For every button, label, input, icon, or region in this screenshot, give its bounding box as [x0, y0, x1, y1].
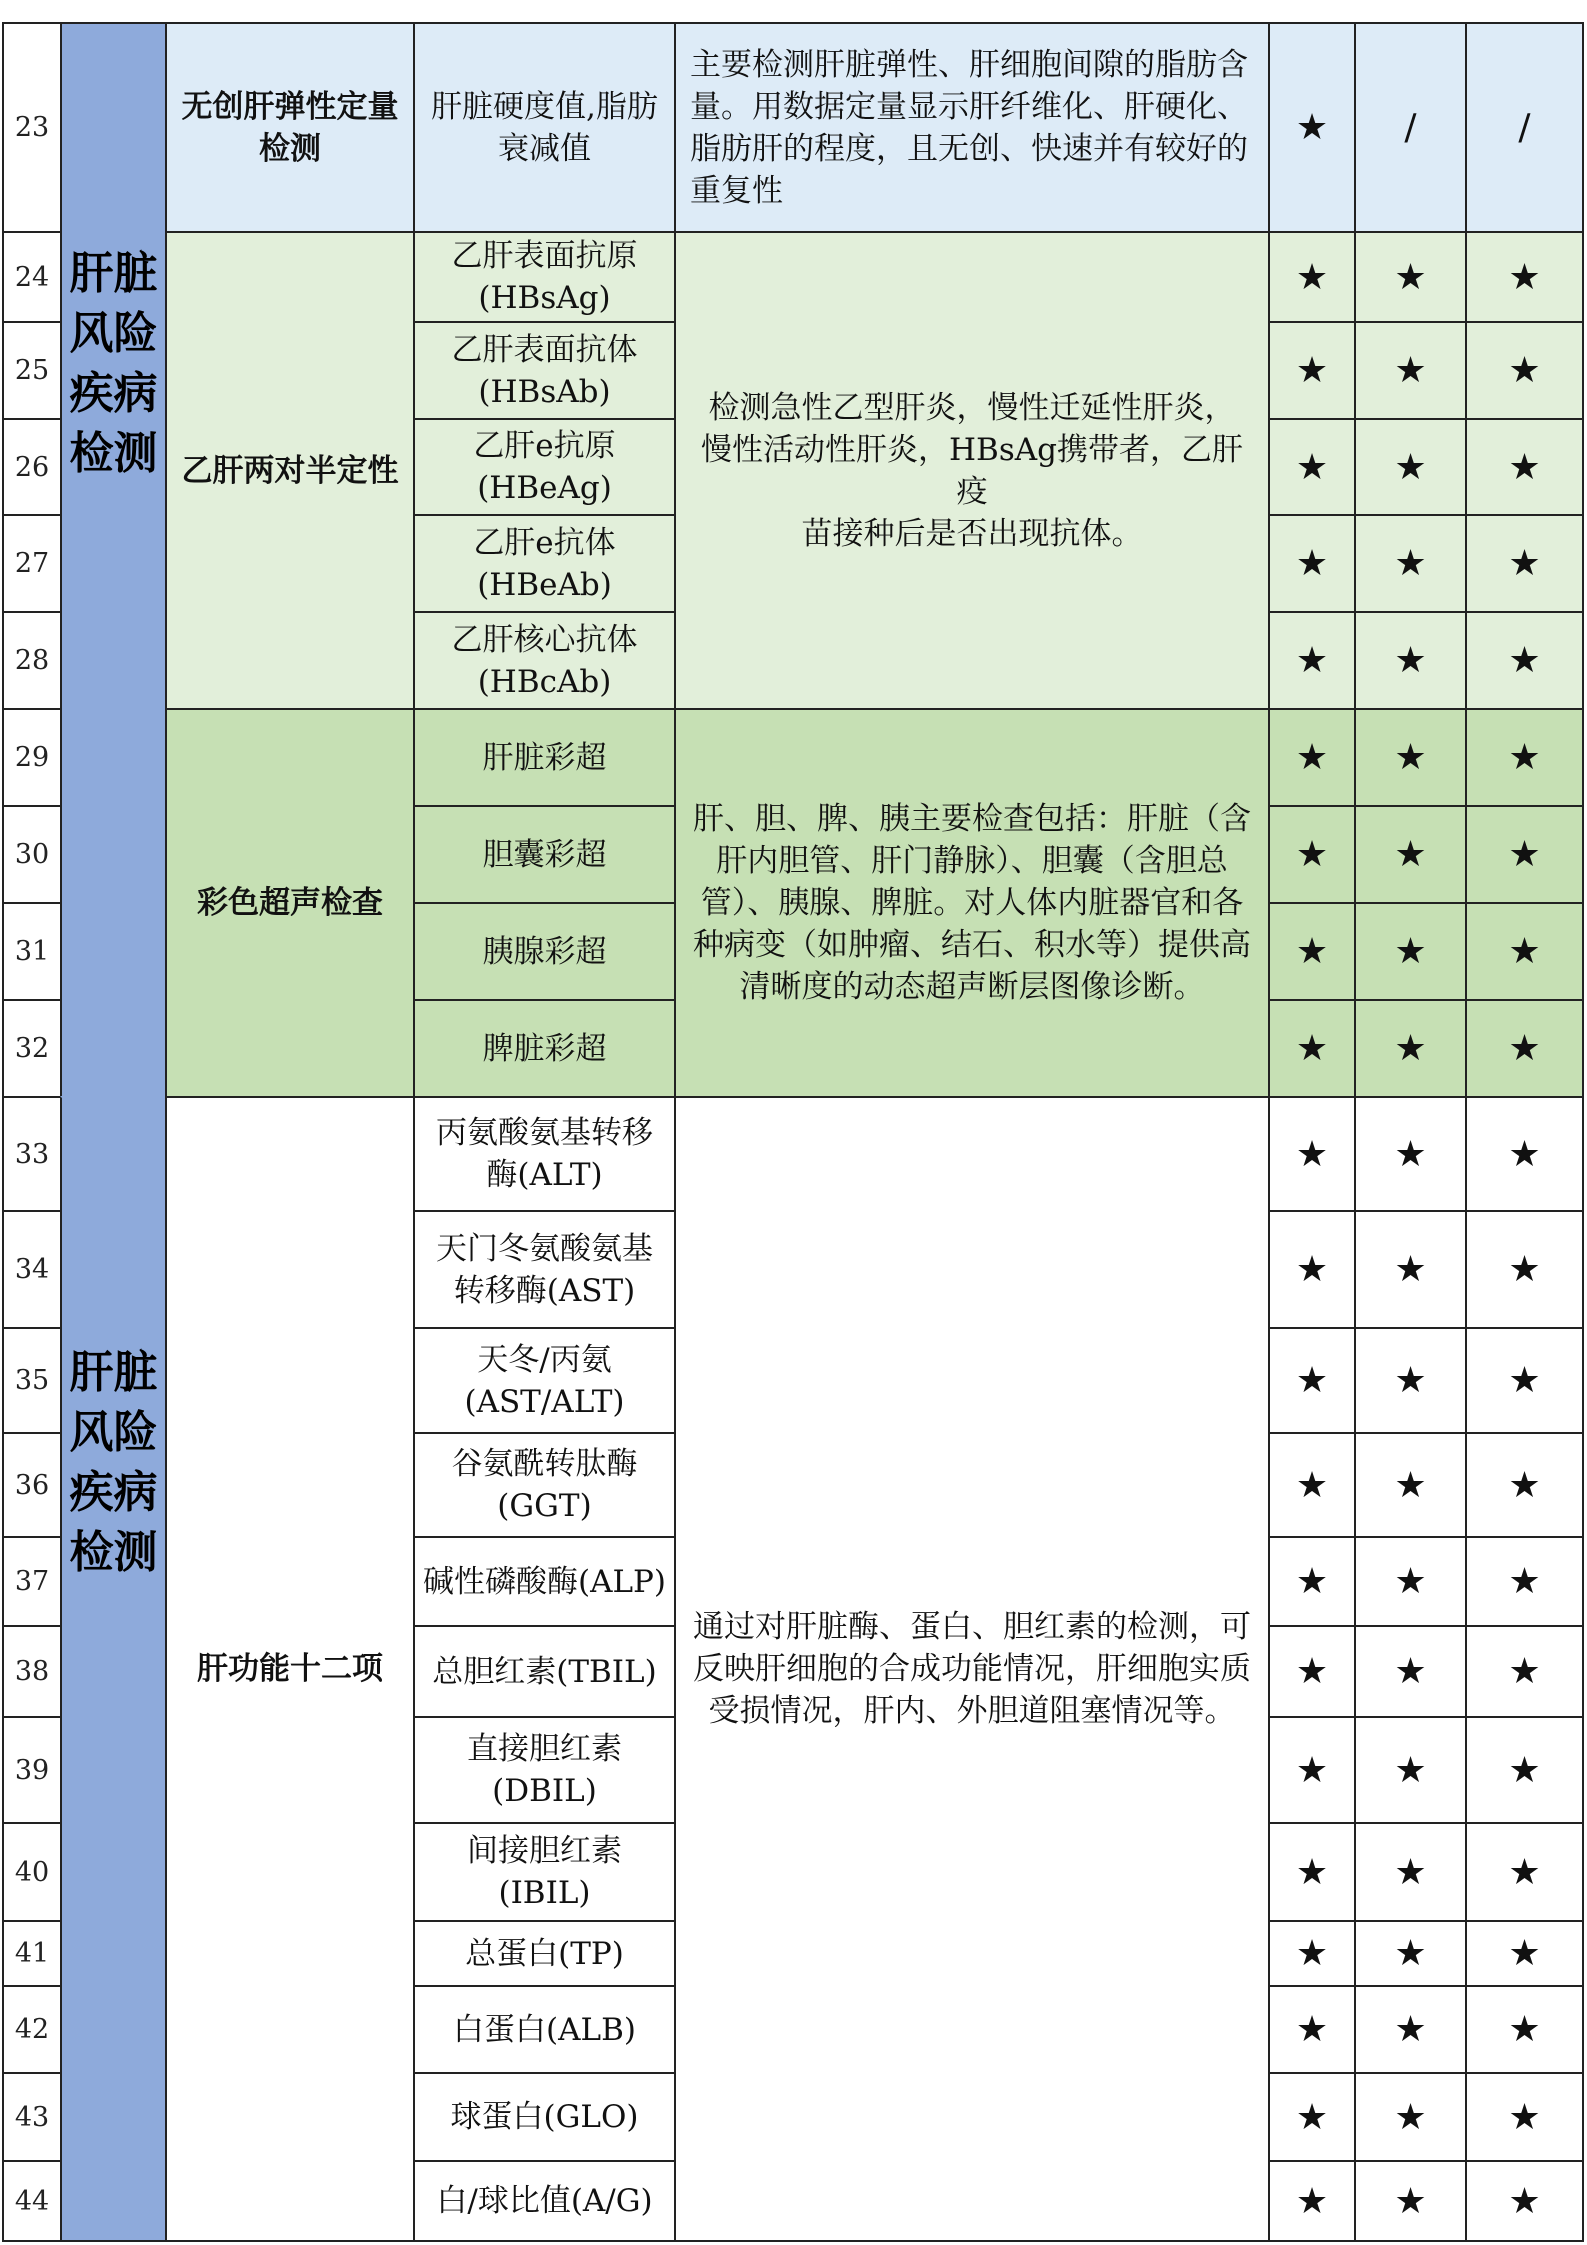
package-mark — [1268, 1625, 1356, 1718]
item-name — [413, 1096, 676, 1212]
package-mark — [1354, 1536, 1467, 1627]
package-mark — [1354, 1432, 1467, 1538]
row-number — [2, 1920, 62, 1987]
package-mark — [1268, 1327, 1356, 1434]
package-mark — [1354, 611, 1467, 710]
package-mark — [1268, 514, 1356, 613]
item-name-text: 乙肝核心抗体(HBcAb) — [451, 621, 638, 700]
desc-ultrasound — [674, 708, 1270, 1098]
package-mark-text: ★ — [1394, 1133, 1427, 1175]
package-mark-text: ★ — [1394, 737, 1427, 778]
package-mark — [1465, 1920, 1584, 1987]
row-number-text: 31 — [14, 936, 50, 967]
package-mark — [1465, 1432, 1584, 1538]
row-number — [2, 1210, 62, 1329]
package-mark — [1465, 1822, 1584, 1922]
package-mark — [1268, 22, 1356, 233]
row-number-text: 37 — [14, 1566, 50, 1597]
package-mark-text: ★ — [1394, 834, 1427, 875]
row-number — [2, 1327, 62, 1434]
package-mark — [1465, 1536, 1584, 1627]
package-mark — [1465, 418, 1584, 516]
package-mark-text: ★ — [1508, 834, 1541, 875]
package-mark-text: ★ — [1295, 1360, 1329, 1401]
package-mark — [1268, 321, 1356, 420]
item-name-text: 乙肝表面抗体(HBsAb) — [451, 331, 638, 410]
item-name — [413, 999, 676, 1098]
package-mark — [1465, 1625, 1584, 1718]
row-number — [2, 514, 62, 613]
row-number-text: 34 — [14, 1254, 50, 1285]
package-mark-text: ★ — [1508, 2180, 1541, 2222]
desc-liver-function — [674, 1096, 1270, 2242]
package-mark — [1354, 231, 1467, 323]
group-elastic-text: 无创肝弹性定量检测 — [181, 88, 399, 167]
item-name-text: 总蛋白(TP) — [465, 1935, 624, 1972]
row-number — [2, 902, 62, 1001]
group-ultrasound-text: 彩色超声检查 — [197, 885, 383, 921]
package-mark-text: ★ — [1295, 737, 1329, 778]
row-number-text: 35 — [14, 1365, 50, 1396]
package-mark-text: ★ — [1295, 2180, 1329, 2222]
package-mark-text: ★ — [1295, 1933, 1329, 1974]
row-number — [2, 1536, 62, 1627]
package-mark-text: ★ — [1394, 1749, 1427, 1791]
package-mark — [1354, 805, 1467, 904]
package-mark-text: ★ — [1295, 350, 1329, 391]
row-number — [2, 22, 62, 233]
row-number — [2, 2072, 62, 2162]
package-mark-text: ★ — [1508, 1133, 1541, 1175]
package-mark — [1354, 1716, 1467, 1824]
package-mark-text: ★ — [1394, 1651, 1427, 1692]
package-mark — [1465, 708, 1584, 807]
package-mark-text: ★ — [1508, 737, 1541, 778]
item-name — [413, 611, 676, 710]
package-mark-text: ★ — [1295, 446, 1329, 488]
package-mark-text: ★ — [1394, 1851, 1427, 1893]
package-mark-text: ★ — [1508, 1561, 1541, 1602]
item-name — [413, 1432, 676, 1538]
package-mark-text: ★ — [1394, 1464, 1427, 1506]
package-mark-text: ★ — [1508, 1749, 1541, 1791]
package-mark — [1268, 1716, 1356, 1824]
package-mark — [1354, 514, 1467, 613]
package-mark — [1268, 418, 1356, 516]
item-name-text: 胆囊彩超 — [482, 836, 607, 873]
package-mark-text: ★ — [1295, 1464, 1329, 1506]
desc-hbv — [674, 231, 1270, 710]
package-mark — [1268, 805, 1356, 904]
package-mark — [1354, 2072, 1467, 2162]
desc-elastic-text: 主要检测肝脏弹性、肝细胞间隙的脂肪含量。用数据定量显示肝纤维化、肝硬化、脂肪肝的程度，且无创、快速并有较好的重复性 — [690, 46, 1248, 209]
desc-liver-function-text: 通过对肝脏酶、蛋白、胆红素的检测，可反映肝细胞的合成功能情况，肝细胞实质受损情况，肝内、外胆道阻塞情况等。 — [693, 1609, 1251, 1729]
package-mark — [1268, 611, 1356, 710]
item-name — [413, 1625, 676, 1718]
package-mark — [1354, 1210, 1467, 1329]
package-mark — [1354, 2160, 1467, 2242]
package-mark — [1354, 418, 1467, 516]
package-mark-text: ★ — [1295, 640, 1329, 681]
package-mark-text: ★ — [1508, 1360, 1541, 1401]
package-mark-text: ★ — [1295, 1133, 1329, 1175]
item-name — [413, 902, 676, 1001]
package-mark-text: ★ — [1295, 931, 1329, 972]
package-mark — [1354, 1920, 1467, 1987]
row-number — [2, 1822, 62, 1922]
package-mark-text: ★ — [1508, 931, 1541, 972]
package-mark — [1268, 1432, 1356, 1538]
item-name — [413, 2072, 676, 2162]
item-name — [413, 1822, 676, 1922]
item-name — [413, 2160, 676, 2242]
package-mark-text: ★ — [1508, 1464, 1541, 1506]
package-mark — [1354, 1096, 1467, 1212]
row-number-text: 23 — [14, 112, 50, 143]
package-mark — [1465, 22, 1584, 233]
row-number — [2, 1096, 62, 1212]
package-mark-text: ★ — [1394, 2096, 1427, 2138]
package-mark — [1354, 321, 1467, 420]
row-number-text: 27 — [14, 548, 50, 579]
package-mark — [1268, 1096, 1356, 1212]
package-mark-text: ★ — [1295, 834, 1329, 875]
item-name-text: 乙肝e抗体(HBeAb) — [473, 524, 616, 603]
item-name — [413, 22, 676, 233]
item-name — [413, 1210, 676, 1329]
package-mark — [1268, 2072, 1356, 2162]
item-name — [413, 708, 676, 807]
row-number-text: 36 — [14, 1469, 50, 1501]
row-number-text: 33 — [14, 1138, 50, 1170]
row-number — [2, 999, 62, 1098]
package-mark — [1465, 1327, 1584, 1434]
row-number — [2, 1985, 62, 2074]
package-mark-text: ★ — [1394, 1561, 1427, 1602]
package-mark — [1465, 321, 1584, 420]
package-mark-text: ★ — [1394, 1249, 1427, 1290]
package-mark-text: ★ — [1508, 1851, 1541, 1893]
package-mark — [1268, 1210, 1356, 1329]
item-name-text: 天门冬氨酸氨基转移酶(AST) — [436, 1230, 653, 1309]
package-mark-text: ★ — [1394, 543, 1427, 584]
item-name — [413, 1716, 676, 1824]
package-mark — [1268, 999, 1356, 1098]
package-mark-text: ★ — [1394, 640, 1427, 681]
package-mark — [1465, 231, 1584, 323]
item-name-text: 球蛋白(GLO) — [450, 2099, 639, 2135]
item-name-text: 总胆红素(TBIL) — [432, 1653, 657, 1690]
row-number — [2, 1625, 62, 1718]
package-mark-text: / — [1518, 107, 1531, 148]
row-number-text: 42 — [14, 2014, 50, 2045]
item-name — [413, 1536, 676, 1627]
package-mark — [1354, 902, 1467, 1001]
category-label-bottom — [60, 1096, 167, 2242]
item-name-text: 乙肝e抗原(HBeAg) — [473, 428, 616, 506]
package-mark-text: ★ — [1394, 350, 1427, 391]
group-ultrasound — [165, 708, 415, 1098]
row-number — [2, 1716, 62, 1824]
package-mark — [1268, 231, 1356, 323]
row-number-text: 30 — [14, 839, 50, 870]
item-name-text: 碱性磷酸酶(ALP) — [422, 1563, 667, 1600]
row-number-text: 40 — [14, 1856, 50, 1888]
package-mark-text: ★ — [1508, 256, 1541, 298]
package-mark-text: ★ — [1508, 446, 1541, 488]
item-name — [413, 231, 676, 323]
package-mark-text: ★ — [1508, 1651, 1541, 1692]
package-mark-text: ★ — [1508, 1028, 1541, 1069]
row-number-text: 25 — [14, 355, 50, 386]
row-number-text: 43 — [14, 2101, 50, 2133]
package-mark-text: ★ — [1508, 350, 1541, 391]
row-number — [2, 231, 62, 323]
item-name-text: 丙氨酸氨基转移酶(ALT) — [436, 1115, 653, 1193]
item-name-text: 肝脏硬度值,脂肪衰减值 — [431, 88, 658, 167]
group-elastic — [165, 22, 415, 233]
package-mark — [1465, 999, 1584, 1098]
package-mark — [1465, 2160, 1584, 2242]
row-number — [2, 805, 62, 904]
category-label-top — [60, 22, 167, 1098]
package-mark-text: ★ — [1295, 1249, 1329, 1290]
desc-hbv-text: 检测急性乙型肝炎，慢性迁延性肝炎， 慢性活动性肝炎，HBsAg携带者，乙肝疫 苗接种后是否出现抗体。 — [701, 389, 1243, 552]
package-mark-text: ★ — [1394, 1933, 1427, 1974]
package-mark-text: ★ — [1295, 2096, 1329, 2138]
package-mark — [1268, 902, 1356, 1001]
row-number — [2, 321, 62, 420]
desc-ultrasound-text: 肝、胆、脾、胰主要检查包括：肝脏（含肝内胆管、肝门静脉）、胆囊（含胆总管）、胰腺、脾脏。对人体内脏器官和各种病变（如肿瘤、结石、积水等）提供高清晰度的动态超声断层图像诊断。 — [693, 801, 1251, 1005]
package-mark-text: ★ — [1295, 2009, 1329, 2050]
row-number-text: 44 — [14, 2185, 50, 2217]
package-mark-text: ★ — [1508, 2096, 1541, 2138]
row-number-text: 32 — [14, 1033, 50, 1064]
package-mark-text: ★ — [1295, 1561, 1329, 1602]
package-mark — [1354, 1625, 1467, 1718]
package-mark-text: ★ — [1394, 1360, 1427, 1401]
package-mark — [1354, 1822, 1467, 1922]
package-mark-text: ★ — [1295, 543, 1329, 584]
item-name — [413, 1920, 676, 1987]
package-mark-text: ★ — [1394, 446, 1427, 488]
row-number — [2, 1432, 62, 1538]
package-mark — [1268, 1822, 1356, 1922]
package-mark-text: ★ — [1295, 1749, 1329, 1791]
item-name-text: 肝脏彩超 — [482, 739, 607, 776]
item-name — [413, 514, 676, 613]
item-name-text: 乙肝表面抗原(HBsAg) — [451, 238, 638, 316]
package-mark-text: ★ — [1295, 1851, 1329, 1893]
item-name-text: 白蛋白(ALB) — [453, 2011, 636, 2048]
package-mark — [1465, 1096, 1584, 1212]
item-name — [413, 321, 676, 420]
item-name-text: 胰腺彩超 — [482, 933, 607, 970]
item-name-text: 脾脏彩超 — [482, 1030, 607, 1067]
package-mark — [1465, 902, 1584, 1001]
category-label-top-text: 肝脏 风险 疾病 检测 — [69, 248, 158, 479]
row-number-text: 39 — [14, 1754, 50, 1786]
package-mark — [1465, 2072, 1584, 2162]
item-name — [413, 418, 676, 516]
package-mark-text: ★ — [1295, 256, 1329, 298]
package-mark-text: ★ — [1508, 1249, 1541, 1290]
package-mark — [1354, 1327, 1467, 1434]
package-mark-text: ★ — [1508, 2009, 1541, 2050]
package-mark-text: ★ — [1295, 1651, 1329, 1692]
row-number-text: 38 — [14, 1656, 50, 1687]
item-name — [413, 1985, 676, 2074]
package-mark — [1354, 999, 1467, 1098]
row-number-text: 26 — [14, 451, 50, 483]
package-mark — [1354, 22, 1467, 233]
package-mark-text: ★ — [1508, 1933, 1541, 1974]
package-mark-text: ★ — [1394, 931, 1427, 972]
row-number-text: 41 — [14, 1938, 50, 1969]
package-mark — [1354, 708, 1467, 807]
item-name-text: 谷氨酰转肽酶(GGT) — [451, 1446, 638, 1524]
package-mark-text: ★ — [1394, 1028, 1427, 1069]
row-number — [2, 2160, 62, 2242]
package-mark-text: ★ — [1508, 640, 1541, 681]
package-mark-text: ★ — [1394, 2009, 1427, 2050]
row-number — [2, 418, 62, 516]
row-number — [2, 708, 62, 807]
package-mark — [1465, 1985, 1584, 2074]
package-mark — [1268, 1536, 1356, 1627]
package-mark — [1268, 2160, 1356, 2242]
item-name-text: 直接胆红素(DBIL) — [467, 1731, 622, 1809]
package-mark — [1268, 1985, 1356, 2074]
row-number-text: 24 — [14, 261, 50, 293]
package-mark-text: ★ — [1508, 543, 1541, 584]
package-mark-text: / — [1404, 107, 1417, 148]
package-mark — [1465, 1716, 1584, 1824]
group-hbv — [165, 231, 415, 710]
item-name — [413, 1327, 676, 1434]
package-mark-text: ★ — [1295, 107, 1329, 148]
desc-elastic — [674, 22, 1270, 233]
group-liver-function — [165, 1096, 415, 2242]
package-mark — [1465, 514, 1584, 613]
package-mark — [1465, 805, 1584, 904]
package-mark — [1465, 611, 1584, 710]
package-mark — [1465, 1210, 1584, 1329]
group-hbv-text: 乙肝两对半定性 — [181, 452, 399, 489]
package-mark — [1354, 1985, 1467, 2074]
row-number-text: 28 — [14, 645, 50, 676]
package-mark-text: ★ — [1394, 256, 1427, 298]
item-name-text: 间接胆红素(IBIL) — [467, 1833, 622, 1911]
row-number-text: 29 — [14, 742, 50, 773]
package-mark — [1268, 1920, 1356, 1987]
item-name-text: 天冬/丙氨(AST/ALT) — [464, 1341, 625, 1420]
group-liver-function-text: 肝功能十二项 — [197, 1651, 383, 1687]
row-number — [2, 611, 62, 710]
category-label-bottom-text: 肝脏 风险 疾病 检测 — [69, 1347, 158, 1578]
item-name — [413, 805, 676, 904]
package-mark — [1268, 708, 1356, 807]
package-mark-text: ★ — [1394, 2180, 1427, 2222]
package-mark-text: ★ — [1295, 1028, 1329, 1069]
item-name-text: 白/球比值(A/G) — [436, 2183, 653, 2219]
